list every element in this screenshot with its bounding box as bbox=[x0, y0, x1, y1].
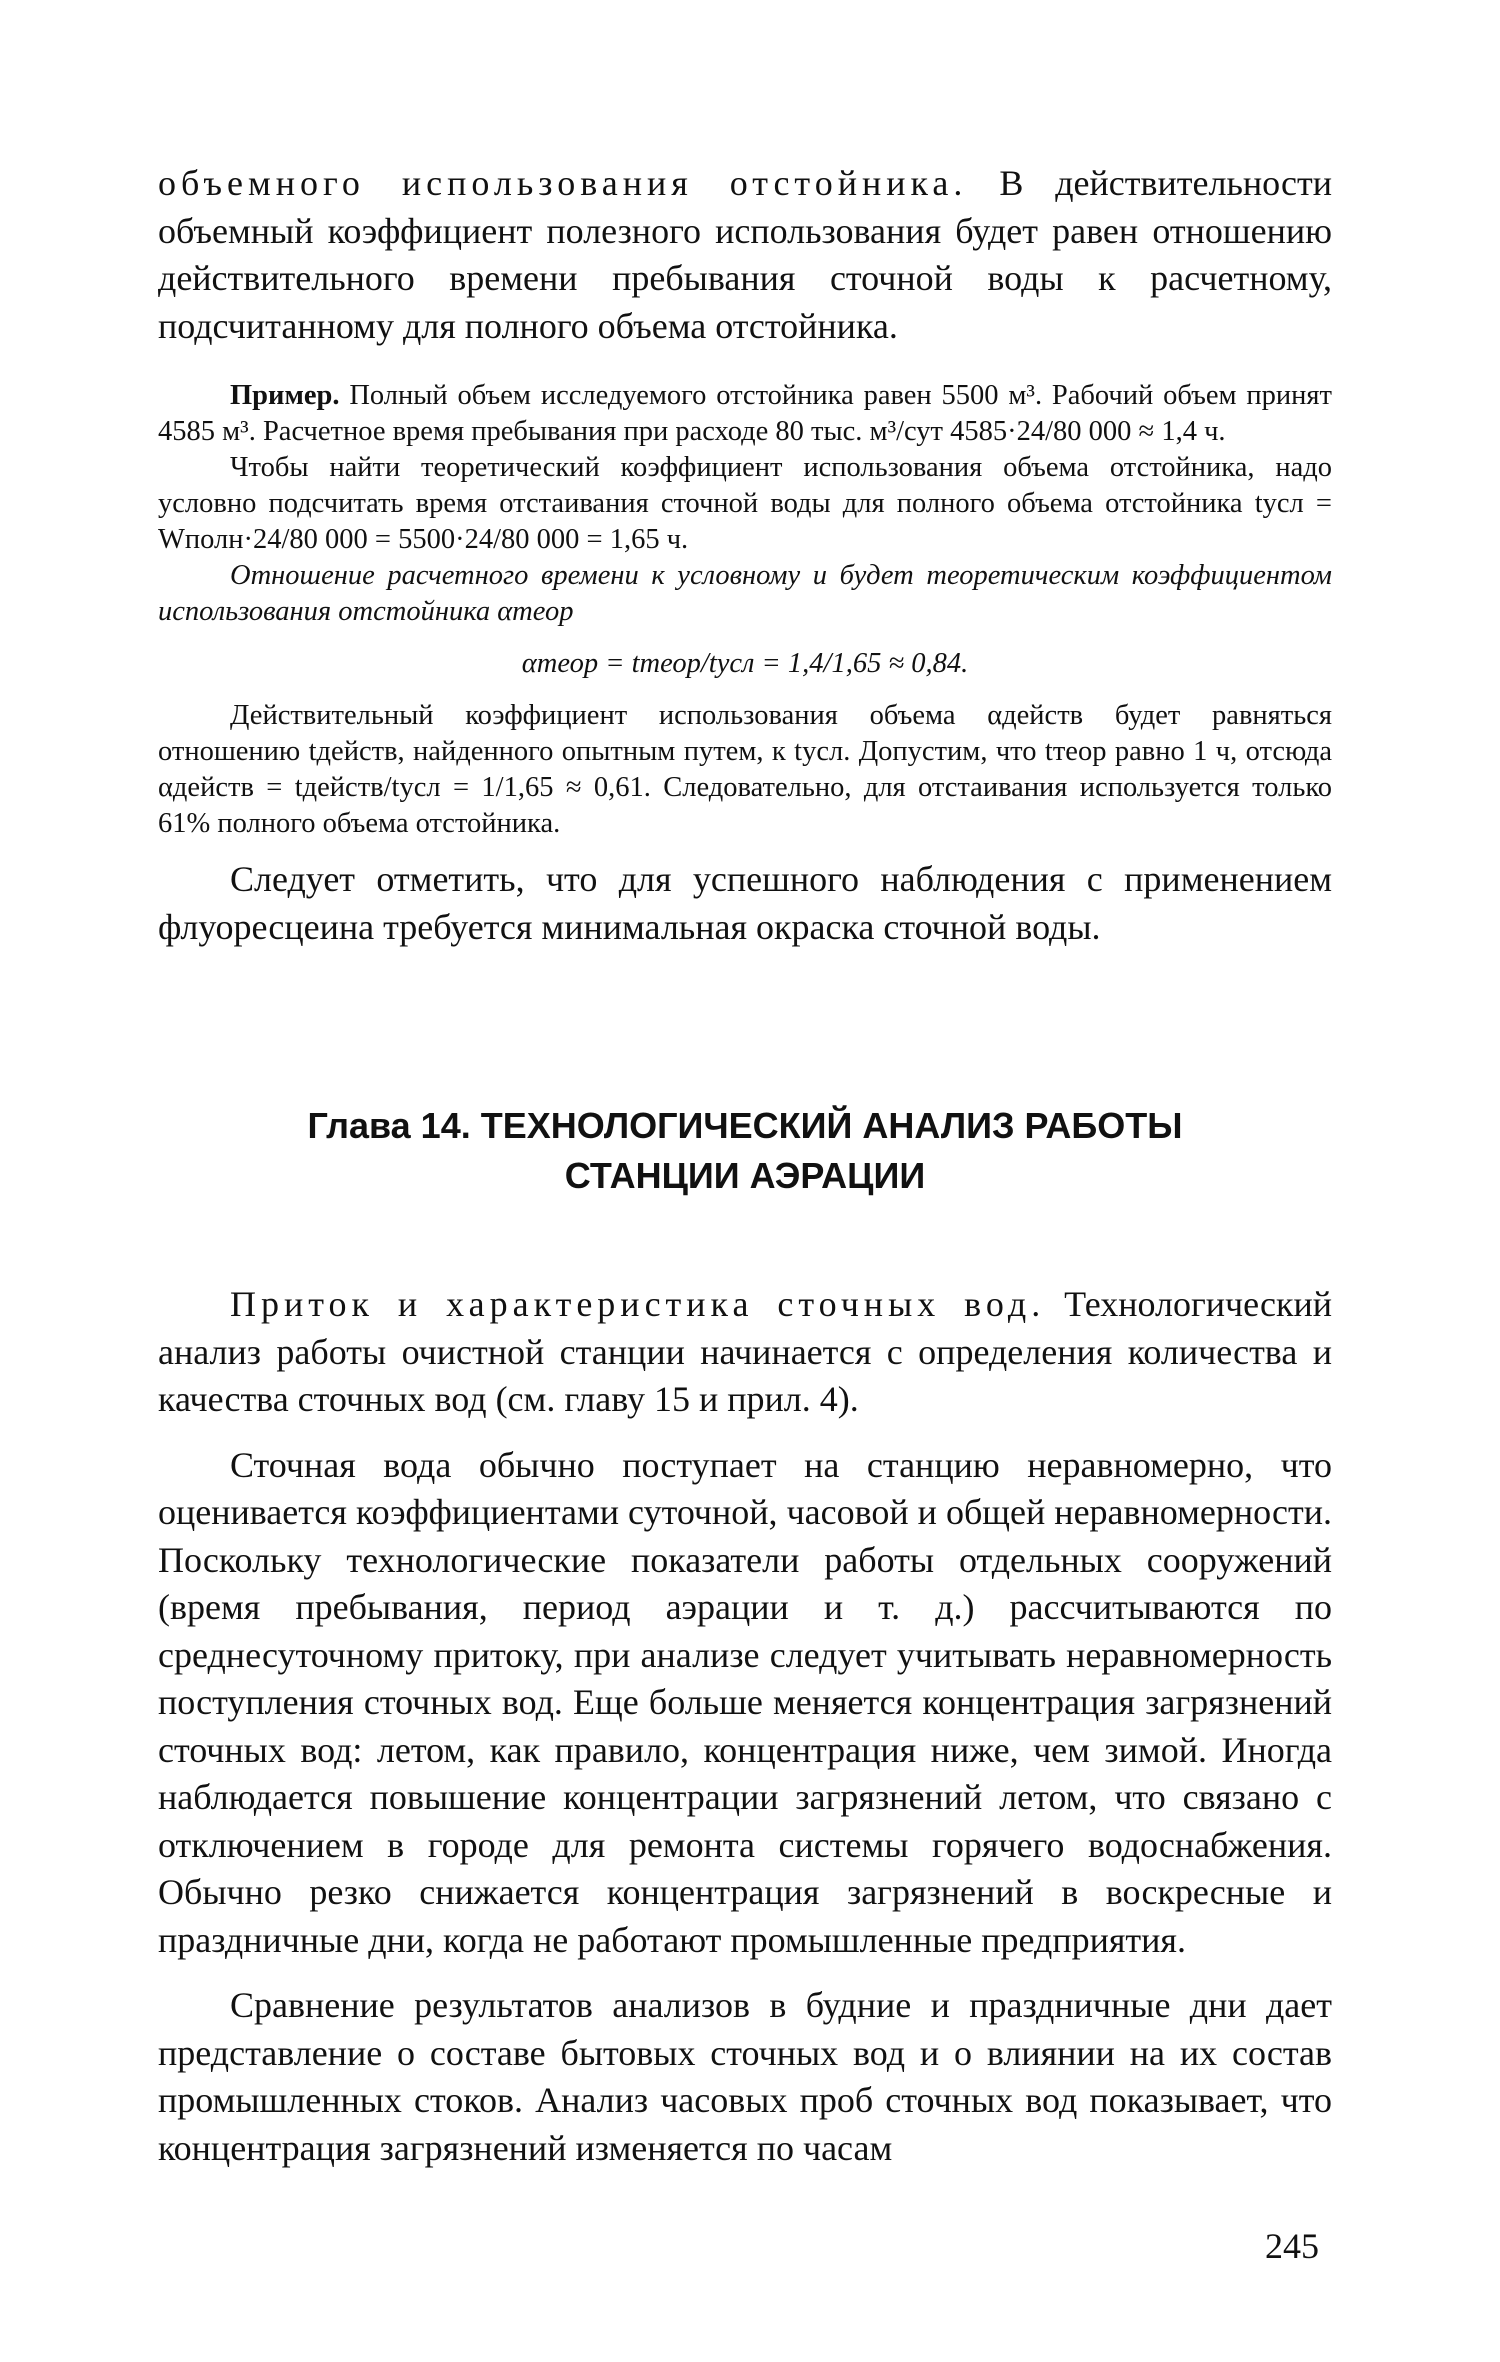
formula-alpha-theor: αтеор = tтеор/tусл = 1,4/1,65 ≈ 0,84. bbox=[521, 648, 969, 679]
paragraph-top bbox=[158, 160, 1332, 350]
note-paragraph: Следует отметить, что для успешного наблюдения с применением флуоресцеина требуется минимальная окраска сточной воды. bbox=[158, 859, 1332, 947]
chapter-title-line-1: Глава 14. ТЕХНОЛОГИЧЕСКИЙ АНАЛИЗ РАБОТЫ bbox=[307, 1105, 1183, 1146]
page-number: 245 bbox=[1265, 2226, 1319, 2266]
example-paragraph-2: Чтобы найти теоретический коэффициент использования объема отстойника, надо условно подсчитать время отстаивания сточной воды для полного объема отстойника tусл = Wполн·24/80 000 = 5500·24/80 000 = 1,65 ч. bbox=[158, 452, 1332, 555]
page-body bbox=[158, 160, 1332, 2172]
example-text-1: Полный объем исследуемого отстойника равен 5500 м³. Рабочий объем принят 4585 м³. Расчетное время пребывания при расходе 80 тыс. м³/сут 4585·24/80 000 ≈ 1,4 ч. bbox=[158, 380, 1332, 447]
spaced-term: объемного использования отстойника. bbox=[158, 163, 968, 203]
chapter-title-line-2: СТАНЦИИ АЭРАЦИИ bbox=[564, 1155, 926, 1196]
chapter-title bbox=[158, 1101, 1332, 1201]
section-heading: Приток и характеристика сточных вод. bbox=[230, 1284, 1046, 1324]
example-paragraph-3: Отношение расчетного времени к условному и будет теоретическим коэффициентом использования отстойника αтеор bbox=[158, 560, 1332, 627]
example-paragraph-1 bbox=[158, 378, 1332, 450]
example-paragraph-4: Действительный коэффициент использования объема αдейств будет равняться отношению tдейств, найденного опытным путем, к tусл. Допустим, что tтеор равно 1 ч, отсюда αдейств = tдейств/tусл = 1/1,65 ≈ 0,61. Следовательно, для отстаивания используется только 61% полного объема отстойника. bbox=[158, 700, 1332, 839]
paragraph-top-text: В действительности объемный коэффициент полезного использования будет равен отношению действительного времени пребывания сточной воды к расчетному, подсчитанному для полного объема отстойника. bbox=[158, 163, 1333, 346]
section-paragraph-3: Сравнение результатов анализов в будние и праздничные дни дает представление о составе бытовых сточных вод и о влиянии на их состав промышленных стоков. Анализ часовых проб сточных вод показывает, что концентрация загрязнений изменяется по часам bbox=[158, 1985, 1332, 2168]
section-paragraph-1 bbox=[158, 1281, 1332, 1424]
example-label: Пример. bbox=[230, 380, 340, 411]
section-text-1: Технологический анализ работы очистной станции начинается с определения количества и качества сточных вод (см. главу 15 и прил. 4). bbox=[158, 1284, 1333, 1419]
section-paragraph-2: Сточная вода обычно поступает на станцию неравномерно, что оценивается коэффициентами суточной, часовой и общей неравномерности. Поскольку технологические показатели работы отдельных сооружений (время пребывания, период аэрации и т. д.) рассчитываются по среднесуточному притоку, при анализе следует учитывать неравномерность поступления сточных вод. Еще больше меняется концентрация загрязнений сточных вод: летом, как правило, концентрация ниже, чем зимой. Иногда наблюдается повышение концентрации загрязнений летом, что связано с отключением в городе для ремонта системы горячего водоснабжения. Обычно резко снижается концентрация загрязнений в воскресные и праздничные дни, когда не работают промышленные предприятия. bbox=[158, 1444, 1332, 1960]
